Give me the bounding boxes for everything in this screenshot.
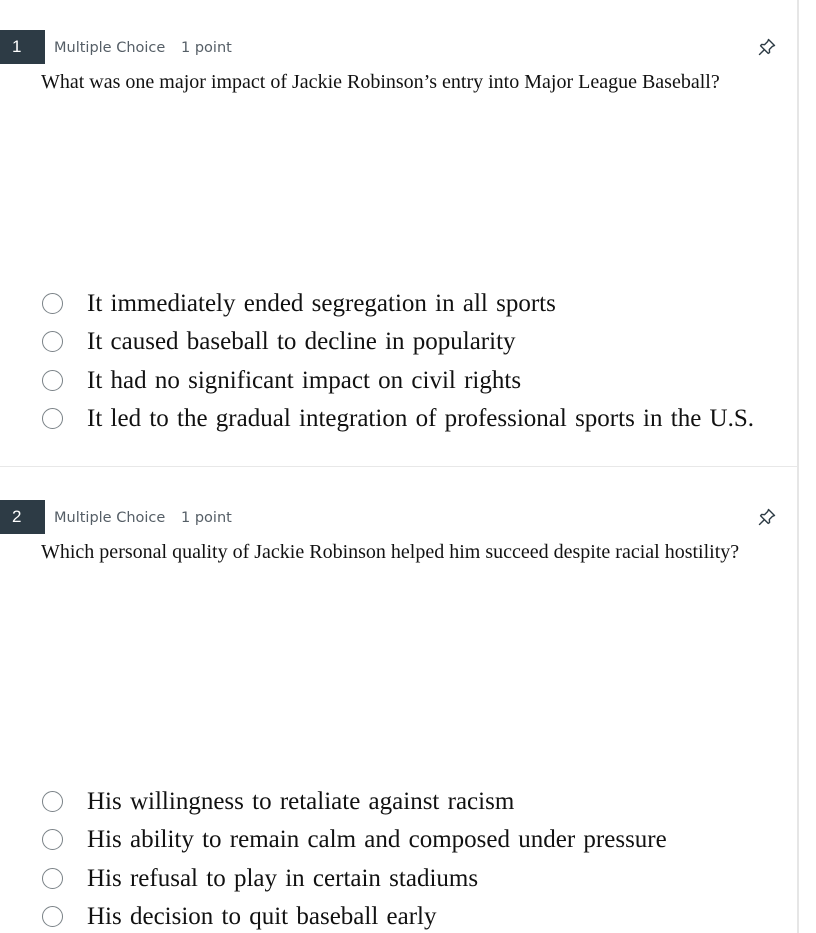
pin-icon[interactable] <box>757 37 777 57</box>
question-text: Which personal quality of Jackie Robinson helped him succeed despite racial hostility? <box>41 541 740 563</box>
radio-button[interactable] <box>42 370 63 391</box>
answer-option[interactable] <box>0 324 797 362</box>
question-number-badge: 1 <box>0 30 45 64</box>
answer-label: His ability to remain calm and composed under pressure <box>87 826 667 854</box>
question-points: 1 point <box>181 510 232 526</box>
radio-button[interactable] <box>42 331 63 352</box>
answer-label: It led to the gradual integration of professional sports in the U.S. <box>87 404 755 432</box>
answer-list <box>0 784 797 933</box>
radio-button[interactable] <box>42 791 63 812</box>
answer-label: It had no significant impact on civil rights <box>87 366 522 394</box>
question-type: Multiple Choice <box>54 510 166 526</box>
question-points: 1 point <box>181 40 232 56</box>
answer-label: It immediately ended segregation in all sports <box>87 290 556 317</box>
answer-label: It caused baseball to decline in popularity <box>87 328 516 356</box>
radio-button[interactable] <box>42 829 63 850</box>
radio-button[interactable] <box>42 868 63 889</box>
radio-button[interactable] <box>42 408 63 429</box>
answer-label: His refusal to play in certain stadiums <box>87 864 479 892</box>
radio-button[interactable] <box>42 293 63 314</box>
answer-option[interactable] <box>0 784 797 822</box>
answer-list <box>0 286 797 439</box>
page-right-border <box>797 0 799 933</box>
question-divider <box>0 466 797 467</box>
question-text: What was one major impact of Jackie Robinson’s entry into Major League Baseball? <box>41 71 720 93</box>
answer-option[interactable] <box>0 822 797 860</box>
radio-button[interactable] <box>42 906 63 927</box>
answer-option[interactable] <box>0 286 797 324</box>
question-2 <box>0 500 797 933</box>
answer-label: His willingness to retaliate against racism <box>87 788 515 815</box>
answer-option[interactable] <box>0 401 797 439</box>
pin-icon[interactable] <box>757 507 777 527</box>
answer-option[interactable] <box>0 899 797 933</box>
question-1 <box>0 30 797 466</box>
question-type: Multiple Choice <box>54 40 166 56</box>
answer-option[interactable] <box>0 363 797 401</box>
question-number-badge: 2 <box>0 500 45 534</box>
answer-label: His decision to quit baseball early <box>87 902 437 930</box>
answer-option[interactable] <box>0 861 797 899</box>
